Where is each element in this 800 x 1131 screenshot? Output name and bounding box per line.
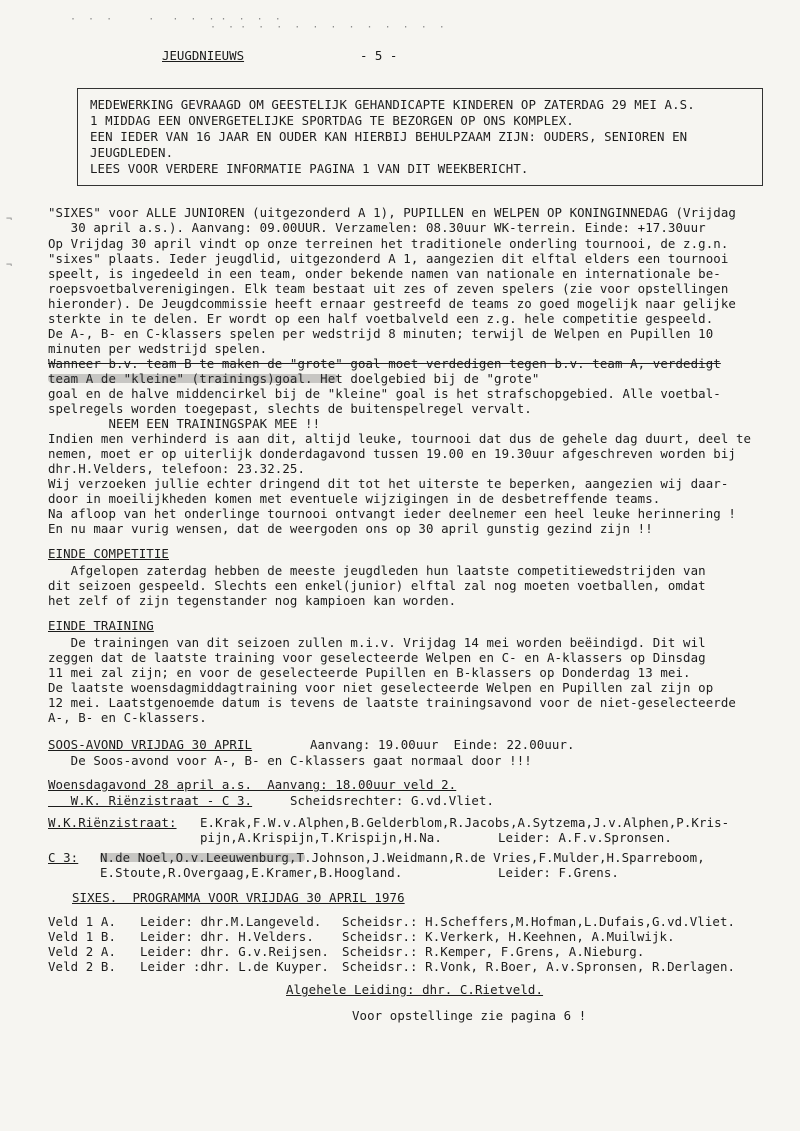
paragraph-line: dhr.H.Velders, telefoon: 23.32.25. [48,461,306,476]
paragraph-line-overstruck: Wanneer b.v. team B te maken de "grote" goal moet verdedigen tegen b.v. team A, verdedigt [48,356,721,371]
paragraph-line: hieronder). De Jeugdcommissie heeft ernaar gestreefd de teams zo goed mogelijk naar gelijke [48,296,736,311]
footer-note: Voor opstellinge zie pagina 6 ! [352,1008,587,1023]
paragraph-line: speelt, is ingedeeld in een team, onder bekende namen van nationale en internationale be- [48,266,721,281]
wk-players-line: E.Krak,F.W.v.Alphen,B.Gelderblom,R.Jacobs,A.Sytzema,J.v.Alphen,P.Kris- [200,815,730,830]
veld-label: Veld 2 A. [48,944,117,959]
notice-line: LEES VOOR VERDERE INFORMATIE PAGINA 1 VAN DIT WEEKBERICHT. [90,161,529,176]
soos-avond-heading: SOOS-AVOND VRIJDAG 30 APRIL [48,737,253,752]
callout-line: NEEM EEN TRAININGSPAK MEE !! [48,416,321,431]
veld-referees: Scheidsr.: R.Vonk, R.Boer, A.v.Spronsen, R.Derlagen. [342,959,736,974]
paragraph-line: De laatste woensdagmiddagtraining voor niet geselecteerde Welpen en Pupillen zal zijn op [48,680,714,695]
c3-players-line: E.Stoute,R.Overgaag,E.Kramer,B.Hoogland. [100,865,403,880]
paragraph-line: nemen, moet er op uiterlijk donderdagavond tussen 19.00 en 19.30uur afgeschreven worden bij [48,446,736,461]
notice-box [77,88,763,186]
paragraph-line: En nu maar vurig wensen, dat de weergoden ons op 30 april gunstig gezind zijn !! [48,521,653,536]
veld-label: Veld 2 B. [48,959,117,974]
paragraph-line: 11 mei zal zijn; en voor de geselecteerde Pupillen en B-klassers op Donderdag 13 mei. [48,665,691,680]
soos-avond-times: Aanvang: 19.00uur Einde: 22.00uur. [310,737,575,752]
paragraph-line: zeggen dat de laatste training voor geselecteerde Welpen en C- en A-klassers op Dinsdag [48,650,706,665]
paragraph-line: sterkte in te delen. Er wordt op een half voetbalveld een z.g. hele competitie gespeeld. [48,311,714,326]
veld-label: Veld 1 B. [48,929,117,944]
veld-referees: Scheidsr.: R.Kemper, F.Grens, A.Nieburg. [342,944,645,959]
paragraph-line: Afgelopen zaterdag hebben de meeste jeugdleden hun laatste competitiewedstrijden van [48,563,706,578]
programma-heading: SIXES. PROGRAMMA VOOR VRIJDAG 30 APRIL 1976 [72,890,405,905]
bleed-through-text: · · · · · · · · · · · · · · [210,22,445,33]
veld-label: Veld 1 A. [48,914,117,929]
match-date-line: Woensdagavond 28 april a.s. Aanvang: 18.00uur veld 2. [48,777,457,792]
paragraph-line: roepsvoetbalverenigingen. Elk team bestaat uit zes of zeven spelers (zie voor opstellingen [48,281,729,296]
paragraph-line: Indien men verhinderd is aan dit, altijd leuke, tournooi dat dus de gehele dag duurt, deel te [48,431,752,446]
paragraph-line: De Soos-avond voor A-, B- en C-klassers gaat normaal door !!! [48,753,532,768]
sixes-heading: "SIXES" voor ALLE JUNIOREN (uitgezonderd A 1), PUPILLEN en WELPEN OP KONINGINNEDAG (Vrijdag [48,205,736,220]
margin-mark: ¬ [6,214,13,225]
match-referee: Scheidsrechter: G.vd.Vliet. [290,793,495,808]
paragraph-line: dit seizoen gespeeld. Slechts een enkel(junior) elftal zal nog moeten voetballen, omdat [48,578,706,593]
margin-mark: ¬ [6,260,13,271]
wk-players-line: pijn,A.Krispijn,T.Krispijn,H.Na. [200,830,442,845]
competition-heading: EINDE COMPETITIE [48,546,169,561]
veld-leader: Leider :dhr. L.de Kuyper. [140,959,329,974]
sixes-subheading: 30 april a.s.). Aanvang: 09.00UUR. Verzamelen: 08.30uur WK-terrein. Einde: +17.30uur [48,220,706,235]
paragraph-line: De trainingen van dit seizoen zullen m.i.v. Vrijdag 14 mei worden beëindigd. Dit wil [48,635,706,650]
c3-leader: Leider: F.Grens. [498,865,619,880]
veld-leader: Leider: dhr. G.v.Reijsen. [140,944,329,959]
paragraph-line: Na afloop van het onderlinge tournooi ontvangt ieder deelnemer een heel leuke herinnering ! [48,506,736,521]
wk-leader: Leider: A.F.v.Spronsen. [498,830,672,845]
notice-line: 1 MIDDAG EEN ONVERGETELIJKE SPORTDAG TE BEZORGEN OP ONS KOMPLEX. [90,113,574,128]
paragraph-line: Wij verzoeken jullie echter dringend dit tot het uiterste te beperken, aangezien wij daar- [48,476,729,491]
overstrike-smudge [100,853,305,862]
overall-leader: Algehele Leiding: dhr. C.Rietveld. [286,982,544,997]
veld-referees: Scheidsr.: K.Verkerk, H.Keehnen, A.Muilwijk. [342,929,675,944]
bleed-through-text: · · · · · · · · · · · [70,14,281,25]
paragraph-line: door in moeilijkheden komen met eventuele wijzigingen in de desbetreffende teams. [48,491,661,506]
wk-team-label: W.K.Riënzistraat: [48,815,177,830]
paragraph-line: minuten per wedstrijd spelen. [48,341,268,356]
paragraph-line: het zelf of zijn tegenstander nog kampioen kan worden. [48,593,457,608]
notice-line: MEDEWERKING GEVRAAGD OM GEESTELIJK GEHANDICAPTE KINDEREN OP ZATERDAG 29 MEI A.S. [90,97,695,112]
paragraph-line: goal en de halve middencirkel bij de "kleine" goal is het strafschopgebied. Alle voetbal- [48,386,721,401]
paragraph-line: De A-, B- en C-klassers spelen per wedstrijd 8 minuten; terwijl de Welpen en Pupillen 10 [48,326,714,341]
match-fixture: W.K. Riënzistraat - C 3. [48,793,253,808]
paragraph-line: 12 mei. Laatstgenoemde datum is tevens de laatste trainingsavond voor de niet-geselecteerde [48,695,736,710]
paragraph-line: "sixes" plaats. Ieder jeugdlid, uitgezonderd A 1, aangezien dit elftal elders een tournooi [48,251,729,266]
veld-leader: Leider: dhr.M.Langeveld. [140,914,322,929]
notice-line: EEN IEDER VAN 16 JAAR EN OUDER KAN HIERBIJ BEHULPZAAM ZIJN: OUDERS, SENIOREN EN [90,129,688,144]
notice-line: JEUGDLEDEN. [90,145,174,160]
veld-referees: Scheidsr.: H.Scheffers,M.Hofman,L.Dufais,G.vd.Vliet. [342,914,736,929]
overstrike-smudge [48,374,338,383]
c3-players-line: N.de Noel,O.v.Leeuwenburg,T.Johnson,J.Weidmann,R.de Vries,F.Mulder,H.Sparreboom, [100,850,705,865]
c3-team-label: C 3: [48,850,79,865]
paragraph-line: spelregels worden toegepast, slechts de buitenspelregel vervalt. [48,401,532,416]
paragraph-line-overstruck: team A de "kleine" (trainings)goal. Het doelgebied bij de "grote" [48,371,540,386]
training-heading: EINDE TRAINING [48,618,154,633]
paragraph-line: Op Vrijdag 30 april vindt op onze terreinen het traditionele onderling tournooi, de z.g.n. [48,236,729,251]
paragraph-line: A-, B- en C-klassers. [48,710,207,725]
page-number: - 5 - [360,48,398,63]
veld-leader: Leider: dhr. H.Velders. [140,929,314,944]
section-title: JEUGDNIEUWS [162,48,245,63]
